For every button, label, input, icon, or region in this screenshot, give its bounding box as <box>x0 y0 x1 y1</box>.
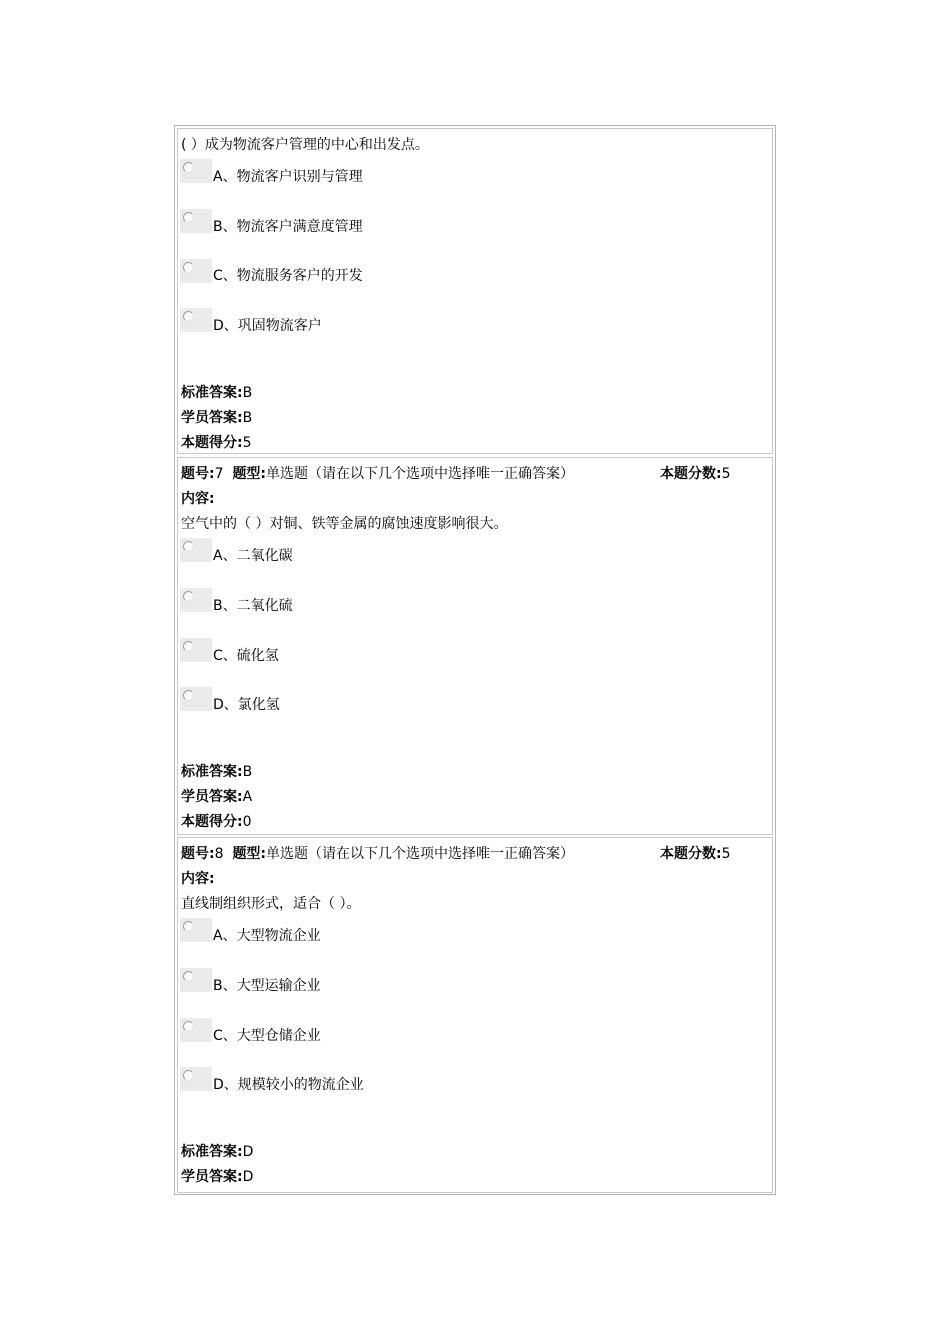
option-label-c: C、大型仓储企业 <box>213 1028 321 1044</box>
radio-circle-icon <box>183 311 194 322</box>
option-label-d: D、规模较小的物流企业 <box>213 1077 364 1093</box>
student-answer-value: B <box>242 410 253 426</box>
option-label-a: A、物流客户识别与管理 <box>213 169 363 185</box>
question-type: 单选题（请在以下几个选项中选择唯一正确答案） <box>266 466 575 482</box>
question-points-label: 本题分数: <box>660 466 722 482</box>
question-points <box>660 465 731 483</box>
option-label-d: D、氯化氢 <box>213 697 280 713</box>
question-score <box>181 813 252 831</box>
student-answer-value: D <box>242 1169 254 1185</box>
student-answer <box>181 1168 253 1186</box>
standard-answer-value: B <box>242 764 253 780</box>
question-points <box>660 845 731 863</box>
student-answer-value: A <box>242 789 253 805</box>
question-text: 直线制组织形式，适合（ ）。 <box>181 896 361 912</box>
standard-answer-value: D <box>242 1144 254 1160</box>
option-label-a: A、大型物流企业 <box>213 928 321 944</box>
radio-circle-icon <box>183 212 194 223</box>
radio-circle-icon <box>183 921 194 932</box>
radio-option-a[interactable] <box>180 159 212 183</box>
question-header <box>181 465 574 483</box>
content-label: 内容: <box>181 871 215 887</box>
radio-circle-icon <box>183 690 194 701</box>
option-label-d: D、巩固物流客户 <box>213 318 322 334</box>
student-answer <box>181 788 252 806</box>
radio-option-b[interactable] <box>180 968 212 992</box>
radio-option-a[interactable] <box>180 918 212 942</box>
option-label-c: C、物流服务客户的开发 <box>213 268 363 284</box>
question-score <box>181 434 252 452</box>
radio-circle-icon <box>183 262 194 273</box>
question-type-label: 题型: <box>232 466 267 482</box>
question-score-label: 本题得分: <box>181 435 243 451</box>
option-label-c: C、硫化氢 <box>213 648 279 664</box>
quiz-frame <box>174 125 776 1195</box>
question-type: 单选题（请在以下几个选项中选择唯一正确答案） <box>266 846 575 862</box>
question-number: 7 <box>214 466 224 482</box>
student-answer-label: 学员答案: <box>181 789 243 805</box>
standard-answer <box>181 763 252 781</box>
option-label-b: B、大型运输企业 <box>213 978 321 994</box>
radio-option-c[interactable] <box>180 259 212 283</box>
question-points-label: 本题分数: <box>660 846 722 862</box>
radio-circle-icon <box>183 591 194 602</box>
radio-circle-icon <box>183 162 194 173</box>
radio-option-b[interactable] <box>180 588 212 612</box>
student-answer <box>181 409 252 427</box>
question-text: 空气中的（ ）对铜、铁等金属的腐蚀速度影响很大。 <box>181 516 508 532</box>
radio-option-a[interactable] <box>180 538 212 562</box>
question-points-value: 5 <box>721 466 731 482</box>
question-7 <box>177 457 773 835</box>
radio-circle-icon <box>183 1021 194 1032</box>
option-label-b: B、二氧化硫 <box>213 598 293 614</box>
question-header <box>181 845 574 863</box>
question-text: ( ）成为物流客户管理的中心和出发点。 <box>181 137 429 153</box>
radio-option-d[interactable] <box>180 687 212 711</box>
standard-answer <box>181 1143 253 1161</box>
question-score-value: 5 <box>242 435 252 451</box>
radio-option-c[interactable] <box>180 638 212 662</box>
radio-option-b[interactable] <box>180 209 212 233</box>
standard-answer-value: B <box>242 385 253 401</box>
student-answer-label: 学员答案: <box>181 410 243 426</box>
radio-circle-icon <box>183 541 194 552</box>
question-8 <box>177 837 773 1193</box>
standard-answer-label: 标准答案: <box>181 1144 243 1160</box>
question-score-label: 本题得分: <box>181 814 243 830</box>
question-points-value: 5 <box>721 846 731 862</box>
question-score-value: 0 <box>242 814 252 830</box>
student-answer-label: 学员答案: <box>181 1169 243 1185</box>
radio-circle-icon <box>183 971 194 982</box>
question-type-label: 题型: <box>232 846 267 862</box>
radio-option-c[interactable] <box>180 1018 212 1042</box>
question-6 <box>177 128 773 454</box>
question-number: 8 <box>214 846 224 862</box>
question-number-label: 题号: <box>181 466 215 482</box>
content-label: 内容: <box>181 491 215 507</box>
radio-circle-icon <box>183 1070 194 1081</box>
standard-answer-label: 标准答案: <box>181 764 243 780</box>
option-label-b: B、物流客户满意度管理 <box>213 219 363 235</box>
option-label-a: A、二氧化碳 <box>213 548 293 564</box>
radio-option-d[interactable] <box>180 1067 212 1091</box>
radio-circle-icon <box>183 641 194 652</box>
radio-option-d[interactable] <box>180 308 212 332</box>
standard-answer <box>181 384 252 402</box>
question-number-label: 题号: <box>181 846 215 862</box>
standard-answer-label: 标准答案: <box>181 385 243 401</box>
